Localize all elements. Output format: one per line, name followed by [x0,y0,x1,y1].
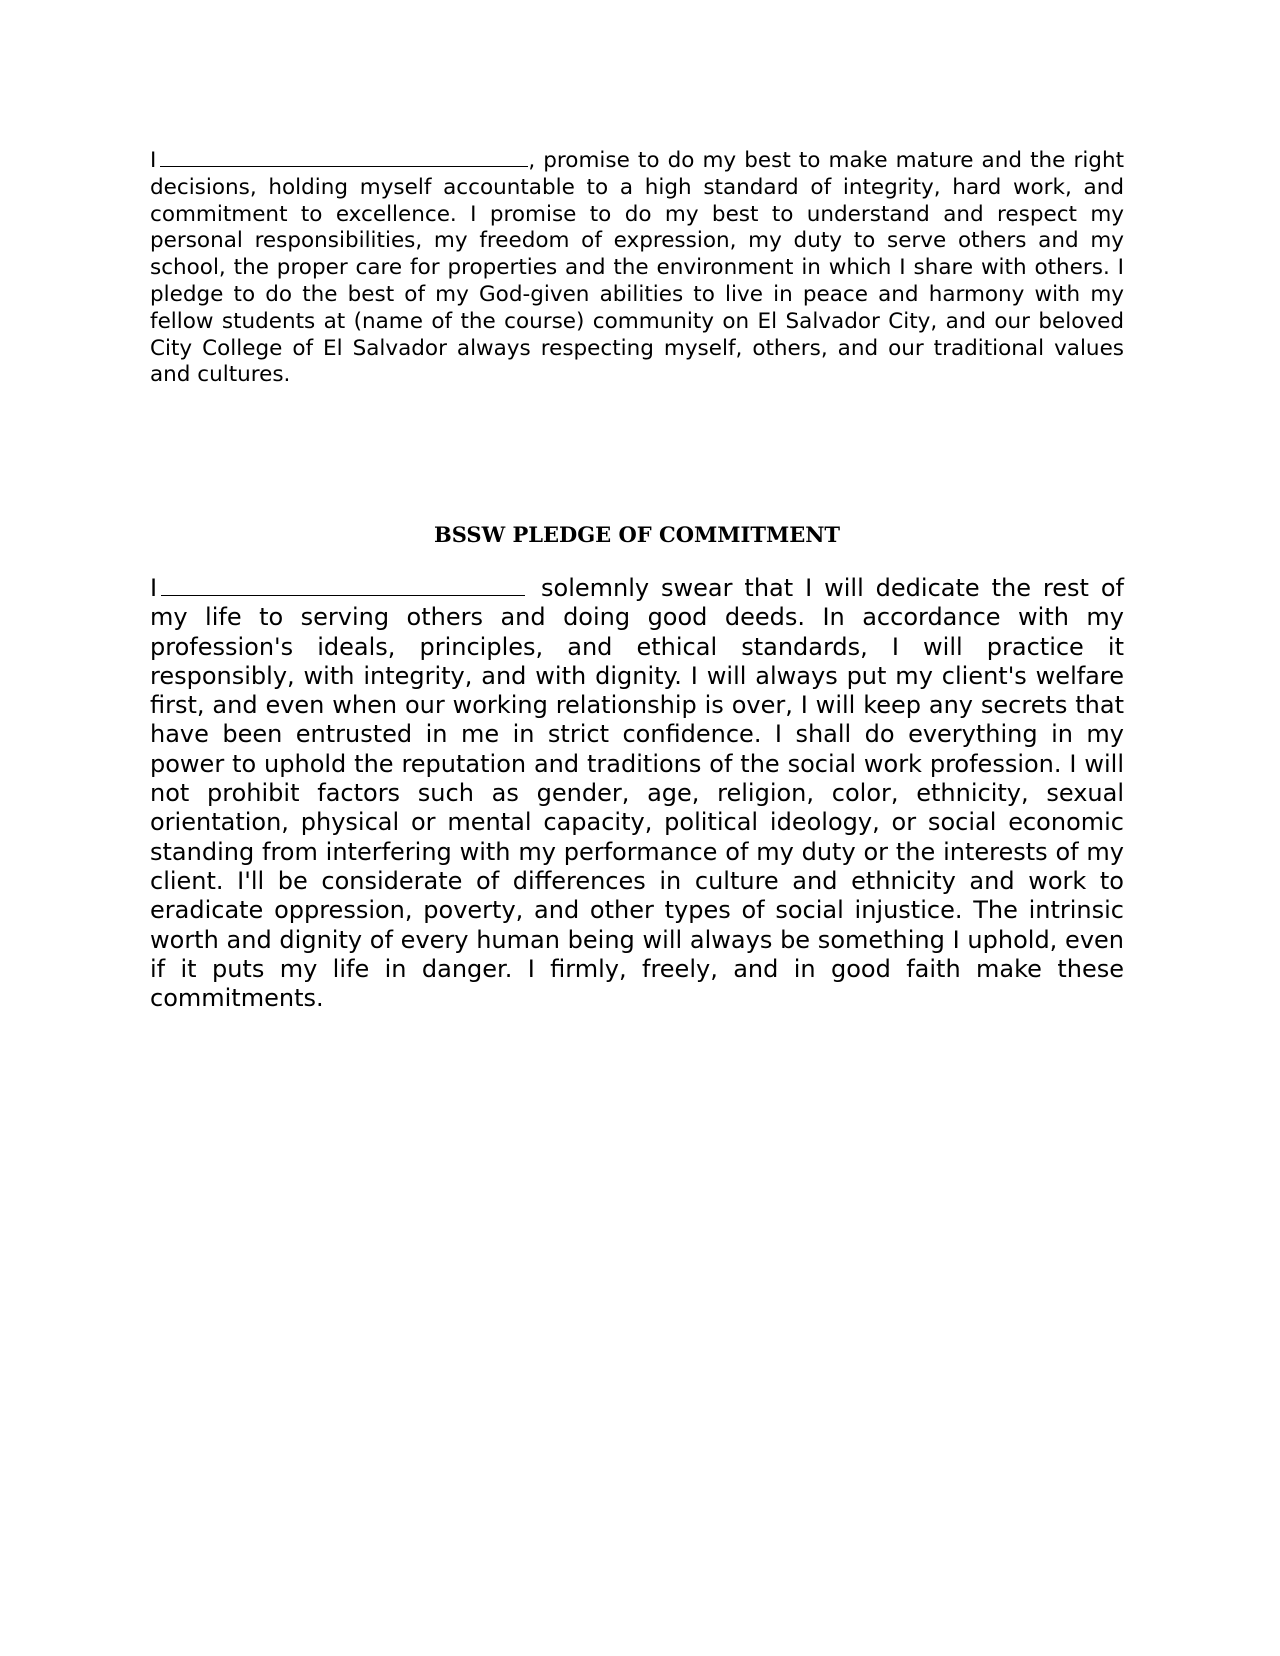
name-blank-line [161,577,525,596]
student-pledge-paragraph [150,148,1124,389]
bssw-pledge-paragraph [150,574,1124,1013]
pledge-lead-word: I [150,148,157,173]
bssw-pledge-title: BSSW PLEDGE OF COMMITMENT [433,522,841,547]
bssw-body-text: solemnly swear that I will dedicate the rest of my life to serving others and doing good deeds. In accordance with my profession's ideals, principles, and ethical standards, I will practice it responsibly, with integrity, and with dignity. I will always put my client's welfare first, and even when our working relationship is over, I will keep any secrets that have been entrusted in me in strict confidence. I shall do everything in my power to uphold the reputation and traditions of the social work profession. I will not prohibit factors such as gender, age, religion, color, ethnicity, sexual orientation, physical or mental capacity, political ideology, or social economic standing from interfering with my performance of my duty or the interests of my client. I'll be considerate of differences in culture and ethnicity and work to eradicate oppression, poverty, and other types of social injustice. The intrinsic worth and dignity of every human being will always be something I uphold, even if it puts my life in danger. I firmly, freely, and in good faith make these commitments. [150,574,1124,1013]
bssw-lead-word: I [150,574,158,602]
pledge-body-text: , promise to do my best to make mature and the right decisions, holding myself accountable to a high standard of integrity, hard work, and commitment to excellence. I promise to do my best to understand and respect my personal responsibilities, my freedom of expression, my duty to serve others and my school, the proper care for properties and the environment in which I share with others. I pledge to do the best of my God-given abilities to live in peace and harmony with my fellow students at (name of the course) community on El Salvador City, and our beloved City College of El Salvador always respecting myself, others, and our traditional values and cultures. [150,148,1124,388]
name-blank-line [160,148,528,167]
